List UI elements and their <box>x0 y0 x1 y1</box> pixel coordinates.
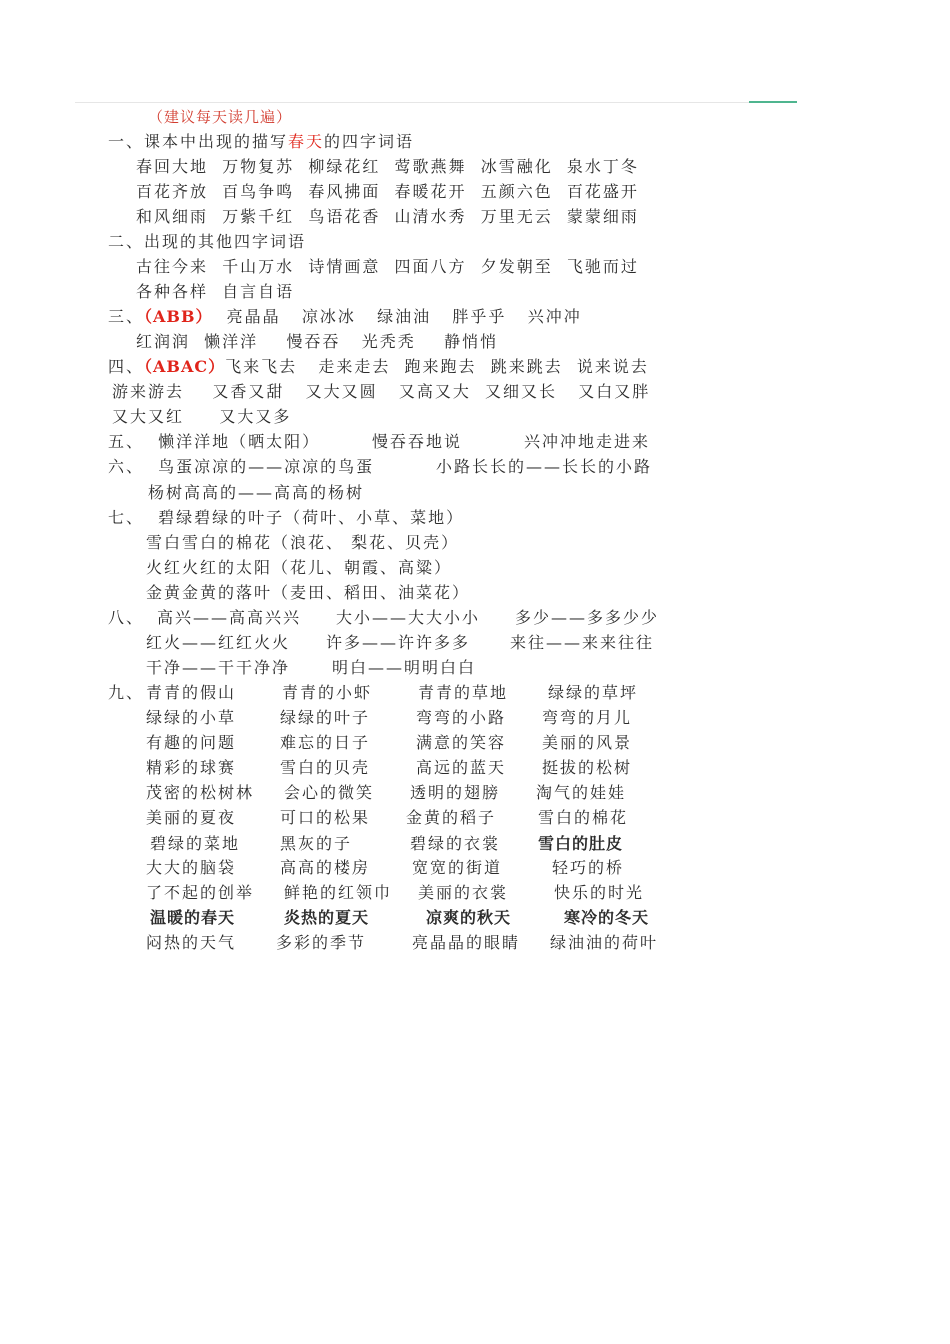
section-5-item-3: 兴冲冲地走进来 <box>524 432 651 451</box>
section-9-phrase: 美丽的衣裳 <box>418 883 509 902</box>
section-9-phrase: 难忘的日子 <box>280 733 371 752</box>
section-7-row-1: 七、 碧绿碧绿的叶子（荷叶、小草、菜地） <box>108 508 465 527</box>
section-9-number: 九、 <box>108 683 145 702</box>
section-9-phrase: 雪白的贝壳 <box>280 758 371 777</box>
section-8-item: 明白——明明白白 <box>332 658 477 677</box>
section-9-phrase: 青青的草地 <box>418 683 509 702</box>
section-3-tag: （ABB） <box>144 307 213 326</box>
section-9-phrase: 会心的微笑 <box>284 783 375 802</box>
section-1-row-1: 春回大地 万物复苏 柳绿花红 莺歌燕舞 冰雪融化 泉水丁冬 <box>136 157 639 176</box>
section-4-line-1 <box>108 357 649 377</box>
section-8-item: 大小——大大小小 <box>336 608 481 627</box>
section-9-phrase: 可口的松果 <box>280 808 371 827</box>
section-9-phrase: 亮晶晶的眼睛 <box>412 933 521 952</box>
section-1-title-highlight: 春天 <box>288 132 325 151</box>
section-6-item-3: 杨树高高的——高高的杨树 <box>148 483 365 502</box>
section-9-phrase: 碧绿的衣裳 <box>410 834 501 853</box>
section-9-phrase: 绿绿的草坪 <box>548 683 639 702</box>
section-9-phrase: 了不起的创举 <box>146 883 255 902</box>
section-6-item-1: 六、 鸟蛋凉凉的——凉凉的鸟蛋 <box>108 457 375 476</box>
top-rule <box>75 102 797 103</box>
section-9-phrase: 高高的楼房 <box>280 858 371 877</box>
section-9-phrase: 透明的翅膀 <box>410 783 501 802</box>
section-3-number: 三、 <box>108 307 145 326</box>
section-9-phrase: 挺拔的松树 <box>542 758 633 777</box>
section-7-row-3: 火红火红的太阳（花儿、朝霞、高粱） <box>146 558 453 577</box>
section-9-phrase: 青青的假山 <box>146 683 237 702</box>
section-1-title-pre: 一、课本中出现的描写 <box>108 132 289 151</box>
section-4-number: 四、 <box>108 357 145 376</box>
section-9-phrase: 黑灰的子 <box>280 834 353 853</box>
section-9-phrase: 寒冷的冬天 <box>564 908 650 927</box>
section-9-phrase: 鲜艳的红领巾 <box>284 883 393 902</box>
reading-note: （建议每天读几遍） <box>148 108 293 126</box>
section-2-row-1: 古往今来 千山万水 诗情画意 四面八方 夕发朝至 飞驰而过 <box>136 257 639 276</box>
section-6-item-2: 小路长长的——长长的小路 <box>436 457 653 476</box>
section-7-row-2: 雪白雪白的棉花（浪花、 梨花、贝壳） <box>146 533 460 552</box>
section-9-phrase: 雪白的棉花 <box>538 808 629 827</box>
section-9-phrase: 轻巧的桥 <box>552 858 625 877</box>
section-9-phrase: 青青的小虾 <box>282 683 373 702</box>
section-8-item: 干净——干干净净 <box>146 658 291 677</box>
section-9-phrase: 满意的笑容 <box>416 733 507 752</box>
section-8-item: 红火——红红火火 <box>146 633 291 652</box>
section-9-phrase: 大大的脑袋 <box>146 858 237 877</box>
section-3-line-1 <box>108 307 582 327</box>
section-5-item-2: 慢吞吞地说 <box>372 432 463 451</box>
section-9-phrase: 美丽的风景 <box>542 733 633 752</box>
section-9-phrase: 茂密的松树林 <box>146 783 255 802</box>
section-9-phrase: 温暖的春天 <box>150 908 236 927</box>
section-8-item: 多少——多多少少 <box>515 608 660 627</box>
section-9-phrase: 多彩的季节 <box>276 933 367 952</box>
section-9-phrase: 弯弯的小路 <box>416 708 507 727</box>
section-9-phrase: 凉爽的秋天 <box>426 908 512 927</box>
section-9-phrase: 绿绿的小草 <box>146 708 237 727</box>
section-9-phrase: 高远的蓝天 <box>416 758 507 777</box>
section-3-row-2: 红润润 懒洋洋 慢吞吞 光秃秃 静悄悄 <box>136 332 499 351</box>
section-9-phrase: 闷热的天气 <box>146 933 237 952</box>
section-4-row-3: 又大又红 又大又多 <box>112 407 292 426</box>
section-2-title: 二、出现的其他四字词语 <box>108 232 307 251</box>
section-2-row-2: 各种各样 自言自语 <box>136 282 295 301</box>
section-8-item: 来往——来来往往 <box>510 633 655 652</box>
section-1-title <box>108 132 414 152</box>
section-3-words-1: 亮晶晶 凉冰冰 绿油油 胖乎乎 兴冲冲 <box>226 307 582 326</box>
section-5-item-1: 五、 懒洋洋地（晒太阳） <box>108 432 321 451</box>
section-9-phrase: 淘气的娃娃 <box>536 783 627 802</box>
section-9-phrase: 有趣的问题 <box>146 733 237 752</box>
section-1-row-3: 和风细雨 万紫千红 鸟语花香 山清水秀 万里无云 蒙蒙细雨 <box>136 207 639 226</box>
section-9-phrase: 绿绿的叶子 <box>280 708 371 727</box>
top-rule-accent <box>749 101 797 103</box>
section-4-row-2: 游来游去 又香又甜 又大又圆 又高又大 又细又长 又白又胖 <box>112 382 651 401</box>
section-8-number: 八、 <box>108 608 145 627</box>
section-9-phrase: 弯弯的月儿 <box>542 708 633 727</box>
section-1-title-post: 的四字词语 <box>324 132 415 151</box>
section-9-phrase: 宽宽的街道 <box>412 858 503 877</box>
section-9-phrase: 绿油油的荷叶 <box>550 933 659 952</box>
section-9-phrase: 碧绿的菜地 <box>150 834 241 853</box>
section-9-phrase: 美丽的夏夜 <box>146 808 237 827</box>
section-9-phrase: 快乐的时光 <box>554 883 645 902</box>
section-8-item: 高兴——高高兴兴 <box>157 608 302 627</box>
section-9-phrase: 精彩的球赛 <box>146 758 237 777</box>
section-4-words-1: 飞来飞去 走来走去 跑来跑去 跳来跳去 说来说去 <box>225 357 649 376</box>
section-9-phrase: 雪白的肚皮 <box>538 834 624 853</box>
section-8-item: 许多——许许多多 <box>326 633 471 652</box>
section-4-tag: （ABAC） <box>144 357 226 376</box>
section-9-phrase: 炎热的夏天 <box>284 908 370 927</box>
section-1-row-2: 百花齐放 百鸟争鸣 春风拂面 春暖花开 五颜六色 百花盛开 <box>136 182 639 201</box>
section-7-row-4: 金黄金黄的落叶（麦田、稻田、油菜花） <box>146 583 471 602</box>
section-9-phrase: 金黄的稻子 <box>406 808 497 827</box>
